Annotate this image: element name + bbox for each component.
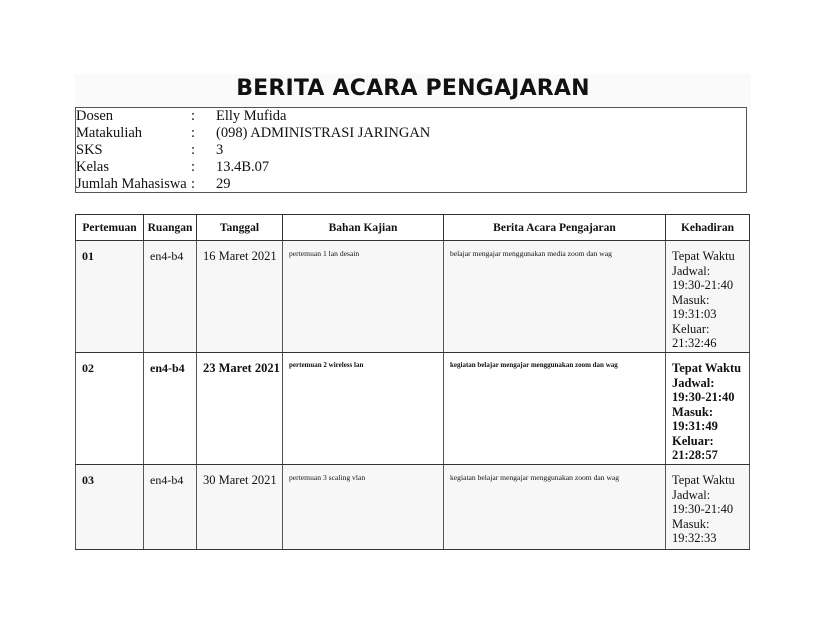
info-label: Jumlah Mahasiswa [76, 176, 187, 192]
column-header-pertemuan: Pertemuan [76, 215, 144, 241]
info-colon: : [191, 142, 196, 158]
info-label: Dosen [76, 108, 114, 124]
table-header-row [76, 215, 750, 241]
cell-tanggal: 16 Maret 2021 [197, 241, 283, 353]
column-header-berita-acara: Berita Acara Pengajaran [444, 215, 666, 241]
cell-tanggal: 30 Maret 2021 [197, 465, 283, 550]
attendance-line: Jadwal: [672, 375, 715, 390]
cell-pertemuan: 03 [76, 465, 144, 550]
cell-ruangan: en4-b4 [144, 241, 197, 353]
attendance-line: 21:28:57 [672, 448, 718, 462]
cell-bahan-kajian: pertemuan 1 lan desain [283, 241, 444, 353]
cell-berita-acara: belajar mengajar menggunakan media zoom dan wag [444, 241, 666, 353]
attendance-status: Tepat Waktu [672, 361, 742, 375]
attendance-line: 19:30-21:40 [672, 278, 734, 292]
table-row [76, 241, 750, 353]
cell-ruangan: en4-b4 [144, 465, 197, 550]
attendance-line: 21:32:46 [672, 336, 717, 350]
attendance-line: Keluar: [672, 433, 714, 448]
cell-tanggal: 23 Maret 2021 [197, 353, 283, 465]
cell-kehadiran [666, 241, 750, 353]
column-header-kehadiran: Kehadiran [666, 215, 750, 241]
cell-berita-acara: kegiatan belajar mengajar menggunakan zoom dan wag [444, 465, 666, 550]
cell-berita-acara: kegiatan belajar mengajar menggunakan zoom dan wag [444, 353, 666, 465]
info-label: Kelas [76, 159, 110, 175]
cell-pertemuan: 01 [76, 241, 144, 353]
attendance-status: Tepat Waktu [672, 473, 735, 487]
cell-bahan-kajian: pertemuan 3 scaling vlan [283, 465, 444, 550]
cell-bahan-kajian: pertemuan 2 wireless lan [283, 353, 444, 465]
table-row [76, 465, 750, 550]
info-value-matakuliah: (098) ADMINISTRASI JARINGAN [216, 125, 431, 141]
column-header-bahan-kajian: Bahan Kajian [283, 215, 444, 241]
attendance-line: Jadwal: [672, 487, 711, 502]
info-colon: : [191, 159, 196, 175]
page-title: BERITA ACARA PENGAJARAN [236, 76, 590, 101]
column-header-tanggal: Tanggal [197, 215, 283, 241]
teaching-log-table [75, 214, 750, 550]
attendance-line: 19:30-21:40 [672, 390, 735, 404]
cell-pertemuan: 02 [76, 353, 144, 465]
info-value-sks: 3 [216, 142, 224, 158]
attendance-status: Tepat Waktu [672, 249, 735, 263]
attendance-line: 19:31:49 [672, 419, 718, 433]
info-label: SKS [76, 142, 103, 158]
cell-ruangan: en4-b4 [144, 353, 197, 465]
cell-kehadiran [666, 465, 750, 550]
attendance-line: 19:30-21:40 [672, 502, 734, 516]
info-label: Matakuliah [76, 125, 143, 141]
info-colon: : [191, 176, 196, 192]
attendance-line: Masuk: [672, 292, 710, 307]
info-value-dosen: Elly Mufida [216, 108, 287, 124]
info-value-jumlah-mahasiswa: 29 [216, 176, 231, 192]
info-value-kelas: 13.4B.07 [216, 159, 270, 175]
cell-kehadiran [666, 353, 750, 465]
attendance-line: Keluar: [672, 321, 710, 336]
attendance-line: Jadwal: [672, 263, 711, 278]
course-info-box [75, 107, 747, 193]
table-row [76, 353, 750, 465]
attendance-line: 19:31:03 [672, 307, 717, 321]
attendance-line: 19:32:33 [672, 531, 717, 545]
attendance-line: Masuk: [672, 516, 710, 531]
info-colon: : [191, 125, 196, 141]
column-header-ruangan: Ruangan [144, 215, 197, 241]
info-colon: : [191, 108, 196, 124]
attendance-line: Masuk: [672, 404, 713, 419]
